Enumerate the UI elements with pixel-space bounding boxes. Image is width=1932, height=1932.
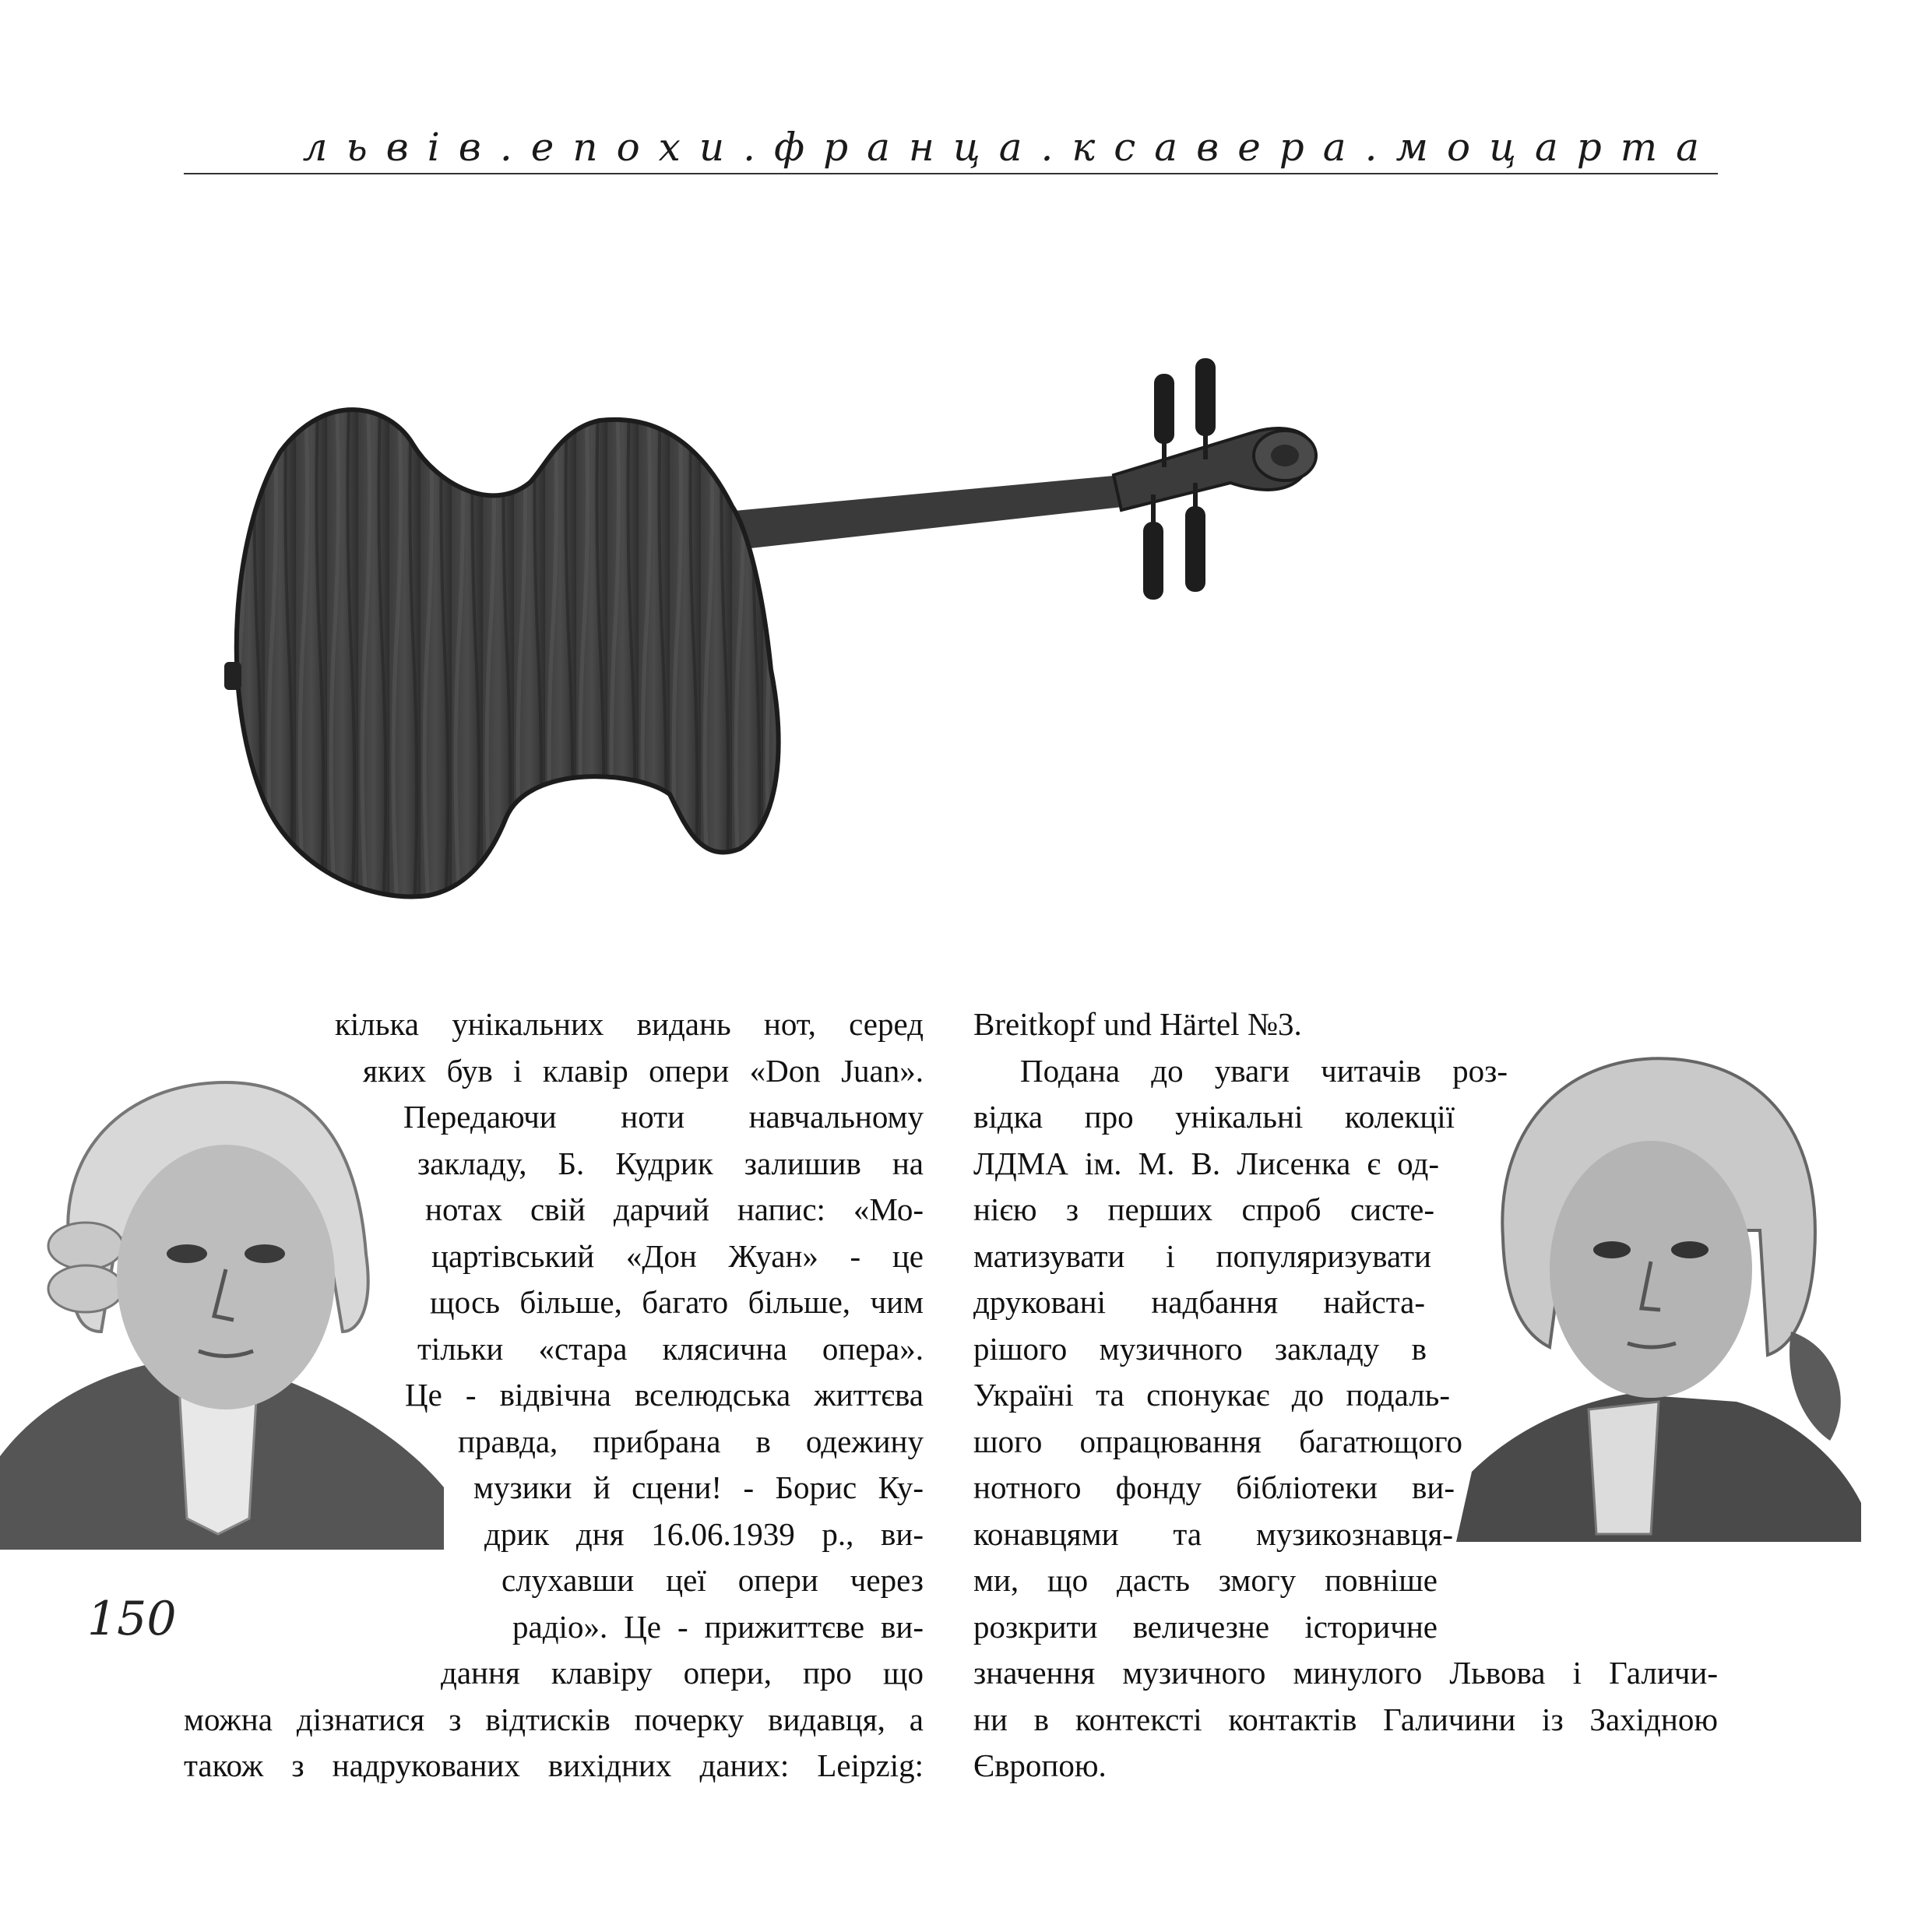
violin-image: [218, 358, 1698, 958]
left-text-column: [184, 1001, 924, 1804]
text-line: Європою.: [973, 1747, 1107, 1783]
text-line: Це - відвічна вселюдська життєва: [405, 1377, 924, 1413]
text-line: рішого музичного закладу в: [973, 1330, 1427, 1367]
text-line: відка про унікальні колекції: [973, 1099, 1455, 1135]
text-line: закладу, Б. Кудрик залишив на: [417, 1145, 924, 1181]
text-line: нотного фонду бібліотеки ви-: [973, 1469, 1455, 1505]
page-number: 150: [87, 1592, 177, 1646]
text-line: шого опрацювання багатющого: [973, 1423, 1462, 1459]
text-line: яких був і клавір опери «Don Juan».: [363, 1052, 924, 1089]
text-line: Breitkopf und Härtel №3.: [973, 1006, 1302, 1042]
text-line: цартівський «Дон Жуан» - це: [431, 1237, 924, 1274]
text-line: правда, прибрана в одежину: [458, 1423, 924, 1459]
text-line: слухавши цеї опери через: [501, 1562, 924, 1598]
text-line: друковані надбання найста-: [973, 1284, 1425, 1320]
text-line: матизувати і популяризувати: [973, 1237, 1431, 1274]
text-line: радіо». Це - прижиттєве ви-: [512, 1608, 924, 1645]
text-line: ми, що дасть змогу повніше: [973, 1562, 1438, 1598]
text-line: конавцями та музикознавця-: [973, 1515, 1453, 1552]
text-line: Передаючи ноти навчальному: [403, 1099, 924, 1135]
text-line: також з надрукованих вихідних даних: Leipzig:: [184, 1747, 924, 1783]
text-line: ЛДМА ім. М. В. Лисенка є од-: [973, 1145, 1439, 1181]
text-line: ни в контексті контактів Галичини із Західною: [973, 1701, 1718, 1737]
text-line: дання клавіру опери, про що: [441, 1655, 924, 1691]
text-line: кілька унікальних видань нот, серед: [335, 1006, 924, 1042]
header-rule: [184, 173, 1718, 174]
text-line: розкрити величезне історичне: [973, 1608, 1438, 1645]
text-line: Подана до уваги читачів роз-: [1020, 1052, 1508, 1089]
text-line: тільки «стара клясична опера».: [417, 1330, 924, 1367]
running-header: львів.епохи.франца.ксавера.моцарта: [302, 125, 1718, 170]
right-text-column: [973, 1001, 1718, 1804]
text-line: щось більше, багато більше, чим: [430, 1284, 924, 1320]
text-line: нотах свій дарчий напис: «Мо-: [425, 1191, 924, 1227]
text-line: музики й сцени! - Борис Ку-: [473, 1469, 924, 1505]
text-line: можна дізнатися з відтисків почерку видавця, а: [184, 1701, 924, 1737]
text-line: значення музичного минулого Львова і Галичи-: [973, 1655, 1718, 1691]
text-line: Україні та спонукає до подаль-: [973, 1377, 1450, 1413]
text-line: дрик дня 16.06.1939 р., ви-: [484, 1515, 924, 1552]
text-line: нією з перших спроб систе-: [973, 1191, 1434, 1227]
